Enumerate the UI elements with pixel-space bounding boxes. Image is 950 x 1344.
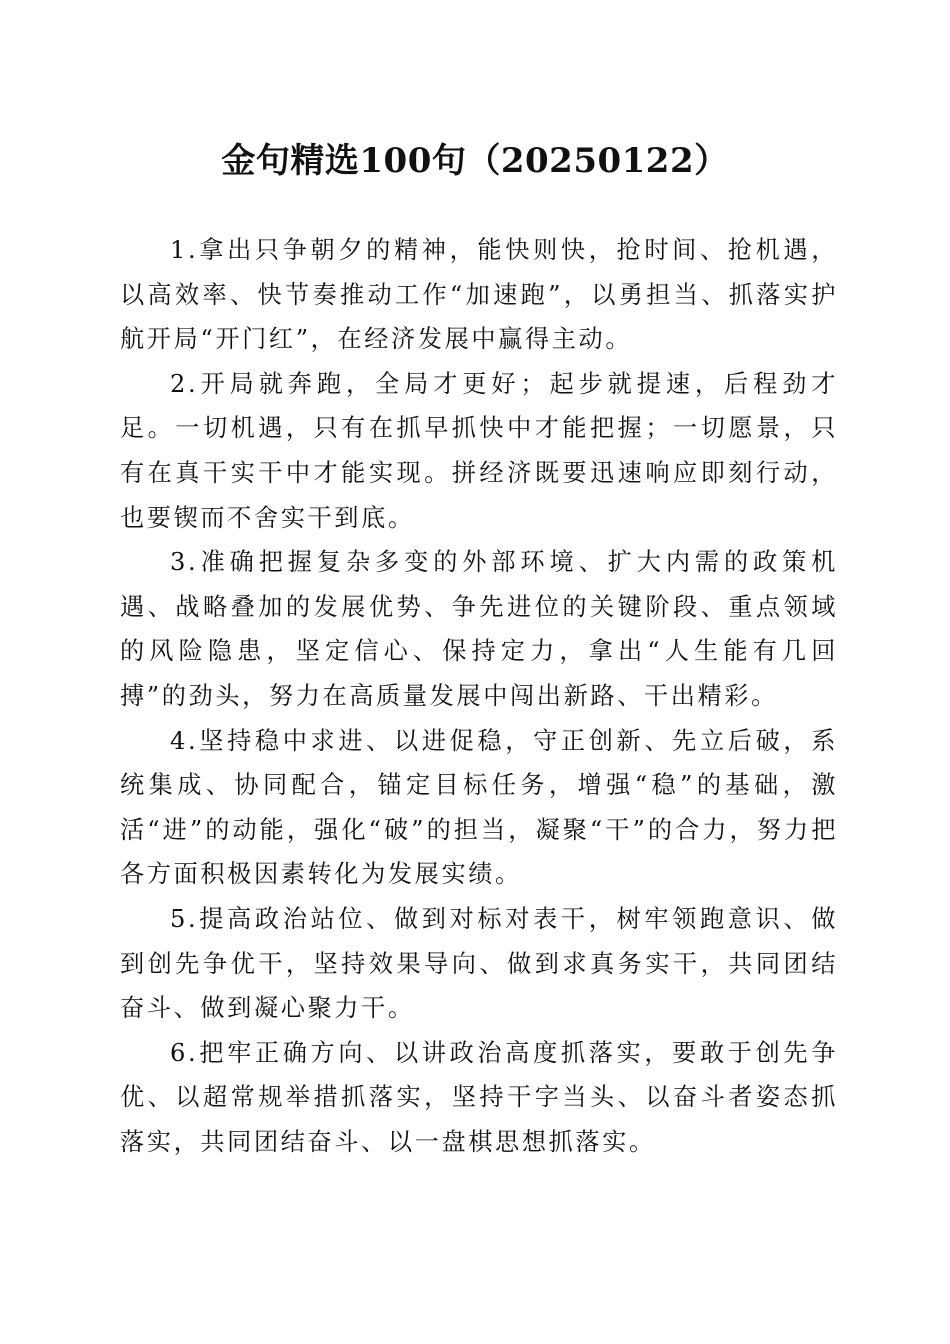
paragraph-5: 5.提高政治站位、做到对标对表干，树牢领跑意识、做到创先争优干，坚持效果导向、做到求真务实干，共同团结奋斗、做到凝心聚力干。 (120, 904, 838, 1023)
paragraph-1: 1.拿出只争朝夕的精神，能快则快，抢时间、抢机遇，以高效率、快节奏推动工作“加速跑”，以勇担当、抓落实护航开局“开门红”，在经济发展中赢得主动。 (120, 236, 838, 354)
paragraph-6: 6.把牢正确方向、以讲政治高度抓落实，要敢于创先争优、以超常规举措抓落实，坚持干字当头、以奋斗者姿态抓落实，共同团结奋斗、以一盘棋思想抓落实。 (120, 1038, 838, 1156)
document-title: 金句精选100句（20250122） (221, 141, 729, 181)
paragraph-4: 4.坚持稳中求进、以进促稳，守正创新、先立后破，系统集成、协同配合，锚定目标任务，增强“稳”的基础，激活“进”的动能，强化“破”的担当，凝聚“干”的合力，努力把各方面积极因素转化为发展实绩。 (120, 726, 838, 889)
paragraph-3: 3.准确把握复杂多变的外部环境、扩大内需的政策机遇、战略叠加的发展优势、争先进位的关键阶段、重点领域的风险隐患，坚定信心、保持定力，拿出“人生能有几回搏”的劲头，努力在高质量发展中闯出新路、干出精彩。 (120, 548, 838, 710)
paragraph-2: 2.开局就奔跑，全局才更好；起步就提速，后程劲才足。一切机遇，只有在抓早抓快中才能把握；一切愿景，只有在真干实干中才能实现。拼经济既要迅速响应即刻行动，也要锲而不舍实干到底。 (120, 369, 838, 532)
document-body (120, 228, 838, 1164)
